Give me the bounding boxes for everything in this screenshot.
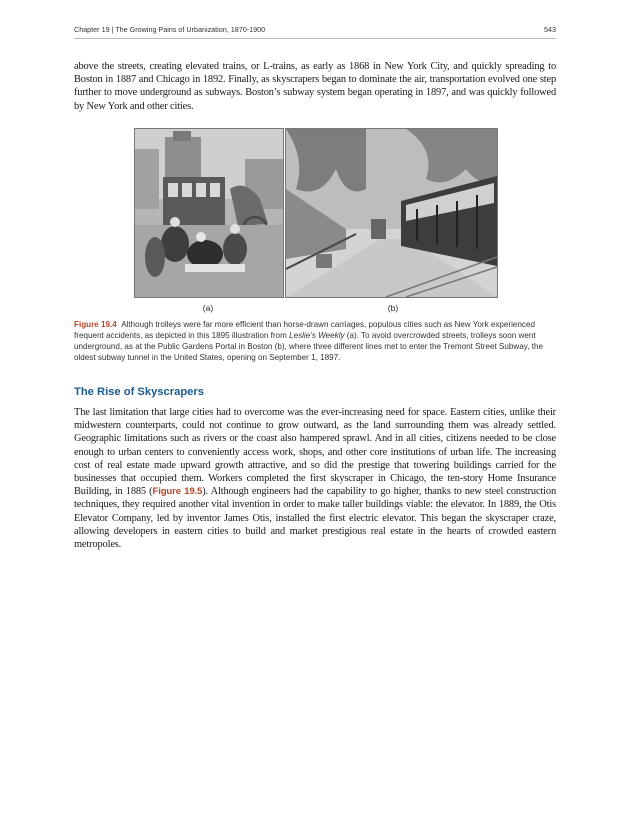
trolley-accident-illustration (135, 129, 283, 297)
figure-number: Figure 19.4 (74, 320, 117, 329)
figure-19-5-link[interactable]: Figure 19.5 (152, 486, 203, 498)
public-gardens-portal-photo (286, 129, 497, 297)
caption-text-2: (a). To avoid overcrowded streets, trolleys soon went underground, as at the Public Gardens Portal in Boston (b), where three different lines met to enter the Tremont Street Subway, the oldest subway tunnel in the United States, opening on September 1, 1897. (74, 331, 543, 362)
intro-paragraph: above the streets, creating elevated trains, or L-trains, as early as 1868 in New York City, and quickly spreading to Boston in 1887 and Chicago in 1892. Finally, as skyscrapers began to dominate the air, transportation evolved one step further to move underground as subways. Boston’s subway system began operating in 1897, and was quickly followed by New York and other cities. (74, 61, 556, 112)
figure-caption (74, 319, 556, 363)
section-paragraph (74, 406, 556, 551)
chapter-title: Chapter 19 | The Growing Pains of Urbanization, 1870-1900 (74, 25, 266, 34)
figure-label-b: (b) (387, 303, 399, 313)
figure-19-4a-illustration (134, 128, 284, 298)
header-divider (74, 38, 556, 39)
page-number: 543 (544, 25, 556, 34)
section-text-1: The last limitation that large cities had to overcome was the ever-increasing need for space. Eastern cities, unlike their midwestern counterparts, could not continue to grow outward, as the land surrounding them was already settled. Geographic limitations such as rivers or the coast also hampered sprawl. And in all cities, citizens needed to be close enough to urban centers to conveniently access work, shops, and other core institutions of urban life. The increasing cost of real estate made upward growth attractive, and so did the prestige that towering buildings carried for the businesses that occupied them. Workers completed the first skyscraper in Chicago, the ten-story Home Insurance Building, in 1885 ( (74, 407, 556, 498)
section-heading: The Rise of Skyscrapers (74, 386, 204, 398)
figure-19-4b-photo (285, 128, 498, 298)
figure-label-a: (a) (202, 303, 214, 313)
caption-italic-source: Leslie’s Weekly (289, 331, 345, 340)
running-header (74, 25, 556, 34)
section-text-2: ). Although engineers had the capability to go higher, thanks to new steel construction techniques, they required another vital invention in order to make taller buildings viable: the elevator. In 1889, the Otis Elevator Company, led by inventor James Otis, installed the first electric elevator. This began the skyscraper craze, allowing developers in eastern cities to build and market prestigious real estate in the hearts of crowded eastern metropoles. (74, 486, 556, 551)
caption-text-1: Although trolleys were far more efficient than horse-drawn carriages, populous cities such as New York experienced frequent accidents, as depicted in this 1895 illustration from (74, 320, 535, 340)
